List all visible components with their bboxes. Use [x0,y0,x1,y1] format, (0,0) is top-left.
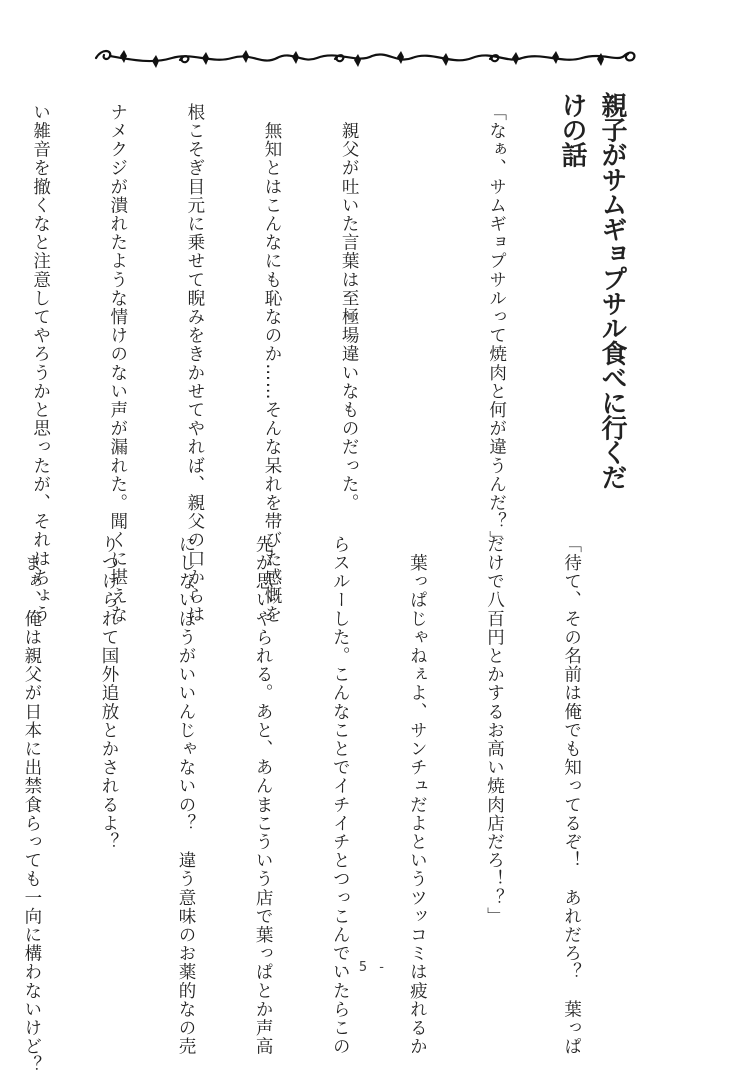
text-line: 親父が吐いた言葉は至極場違いなものだった。 [339,103,360,513]
text-line: まぁ、俺は親父が日本に出禁食らっても一向に構わないけど？ [21,535,42,1074]
text-line: にしないほうがいいんじゃないの？ 違う意味のお薬的なの売 [176,535,197,1056]
paragraph-gap [412,103,431,503]
text-line: りつけられて国外追放とかされるよ？ [98,535,119,852]
text-line: い雑音を撤くなと注意してやろうかと思ったが、それはちょう [30,103,51,624]
text-line: 根こそぎ目元に乗せて睨みをきかせてやれば、親父の口からは [184,103,205,624]
text-line: 無知とはこんなにも恥なのか……そんな呆れを帯びた感慨を [261,103,282,624]
text-line: 葉っぱじゃねぇよ、サンチュだよというツッコミは疲れるか [407,535,428,1056]
vine-ornament-divider [92,44,640,70]
body-text-top [0,103,560,624]
text-line: 「待て、その名前は俺でも知ってるぞ！ あれだろ？ 葉っぱ [561,535,582,1056]
text-line: 先が思いやられる。あと、あんまこういう店で葉っぱとか声高 [253,535,274,1056]
text-line: 「なぁ、サムギョプサルって焼肉と何が違うんだ？」 [486,103,507,550]
text-line: らスルーした。こんなことでイチイチとつっこんでいたらこの [330,535,351,1056]
page-number: - 5 - [342,960,388,975]
chapter-title: 親子がサムギョプサル食べに行くだけの話 [557,92,627,489]
text-line: だけで八百円とかするお高い焼肉店だろ！？」 [484,535,505,926]
body-text-bottom [0,535,635,1074]
text-line: ナメクジが潰れたような情けのない声が漏れた。聞くに堪えな [107,103,128,624]
